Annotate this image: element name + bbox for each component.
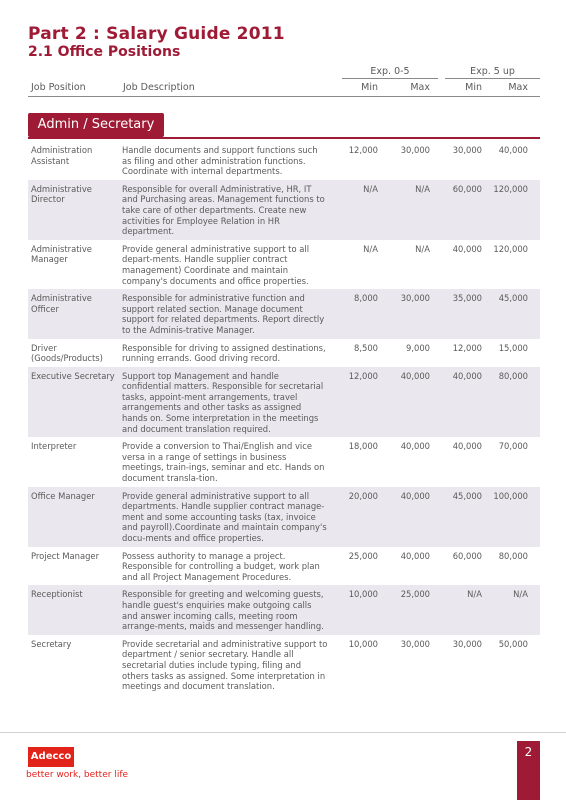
- job-description: Provide general administrative support to all depart-ments. Handle supplier contract management) Coordinate and maintain company's documents and office properties.: [122, 243, 310, 286]
- min-exp-5-up: 40,000: [452, 243, 482, 254]
- job-description: Responsible for greeting and welcoming guests, handle guest's enquiries make outgoing calls and answer incoming calls, meeting room arrange-ments, maids and messenger handling.: [122, 589, 324, 632]
- footer-tagline: better work, better life: [26, 770, 129, 780]
- min-exp-5-up: 30,000: [452, 638, 482, 649]
- min-exp-5-up: 45,000: [452, 490, 482, 501]
- exp-group-5-up: Exp. 5 up: [470, 66, 515, 77]
- min-exp-0-5: 25,000: [348, 550, 378, 561]
- min-exp-0-5: N/A: [363, 183, 378, 194]
- job-position: Secretary: [31, 638, 72, 649]
- salary-table: [28, 141, 540, 695]
- job-position: Driver (Goods/Products): [31, 342, 103, 364]
- job-position: Interpreter: [31, 441, 77, 452]
- min-exp-5-up: 35,000: [452, 293, 482, 304]
- table-row: [28, 367, 540, 438]
- job-description: Possess authority to manage a project. Responsible for controlling a budget, work plan and all Project Management Procedures.: [122, 550, 320, 582]
- job-position: Administration Assistant: [31, 145, 93, 166]
- header-job-description: Job Description: [123, 82, 195, 93]
- header-min-exp1: Min: [361, 82, 378, 93]
- min-exp-0-5: 12,000: [348, 370, 378, 381]
- max-exp-0-5: 30,000: [400, 145, 430, 155]
- min-exp-0-5: 8,500: [354, 342, 378, 353]
- max-exp-5-up: 15,000: [498, 342, 528, 353]
- section-title: 2.1 Office Positions: [28, 44, 181, 60]
- max-exp-0-5: 40,000: [400, 490, 430, 501]
- max-exp-5-up: N/A: [513, 589, 528, 600]
- max-exp-5-up: 120,000: [493, 183, 528, 194]
- max-exp-5-up: 120,000: [493, 243, 528, 254]
- table-row: [28, 289, 540, 338]
- table-row: [28, 437, 540, 486]
- adecco-logo: Adecco: [28, 747, 74, 767]
- min-exp-5-up: 40,000: [452, 370, 482, 381]
- header-job-position: Job Position: [31, 82, 86, 93]
- table-row: [28, 547, 540, 586]
- job-position: Administrative Director: [31, 183, 92, 205]
- job-description: Responsible for driving to assigned destinations, running errands. Good driving record.: [122, 342, 326, 364]
- page-number: 2: [524, 745, 533, 759]
- exp-group-0-5: Exp. 0-5: [370, 66, 410, 77]
- header-divider: [28, 96, 540, 97]
- table-row: [28, 487, 540, 547]
- exp-group-5-up-underline: [445, 78, 540, 79]
- header-max-exp2: Max: [508, 82, 528, 93]
- job-position: Administrative Manager: [31, 243, 92, 265]
- category-divider: [28, 137, 540, 139]
- exp-group-0-5-underline: [342, 78, 438, 79]
- category-label: Admin / Secretary: [28, 113, 164, 137]
- max-exp-0-5: 25,000: [400, 589, 430, 600]
- max-exp-0-5: 40,000: [400, 550, 430, 561]
- min-exp-0-5: 10,000: [348, 589, 378, 600]
- max-exp-5-up: 45,000: [498, 293, 528, 304]
- min-exp-5-up: 60,000: [452, 550, 482, 561]
- min-exp-0-5: N/A: [363, 243, 378, 254]
- min-exp-0-5: 12,000: [348, 145, 378, 155]
- job-position: Office Manager: [31, 490, 95, 501]
- max-exp-0-5: 40,000: [400, 370, 430, 381]
- max-exp-5-up: 50,000: [498, 638, 528, 649]
- min-exp-5-up: 12,000: [452, 342, 482, 353]
- min-exp-0-5: 10,000: [348, 638, 378, 649]
- max-exp-5-up: 100,000: [493, 490, 528, 501]
- min-exp-5-up: N/A: [467, 589, 482, 600]
- max-exp-5-up: 70,000: [498, 441, 528, 452]
- page-number-box: [517, 741, 540, 800]
- table-row: [28, 635, 540, 695]
- min-exp-5-up: 60,000: [452, 183, 482, 194]
- header-max-exp1: Max: [410, 82, 430, 93]
- footer-divider: [0, 732, 566, 733]
- table-row: [28, 585, 540, 634]
- max-exp-5-up: 80,000: [498, 370, 528, 381]
- max-exp-5-up: 80,000: [498, 550, 528, 561]
- max-exp-0-5: 30,000: [400, 638, 430, 649]
- max-exp-5-up: 40,000: [498, 145, 528, 155]
- max-exp-0-5: 9,000: [406, 342, 430, 353]
- job-position: Executive Secretary: [31, 370, 115, 381]
- page-title: Part 2 : Salary Guide 2011: [28, 24, 285, 44]
- job-description: Provide general administrative support to all departments. Handle supplier contract manage-ment and some accounting tasks (tax, invoice and payroll).Coordinate and maintain company's docu-ments and office properties.: [122, 490, 327, 543]
- min-exp-0-5: 20,000: [348, 490, 378, 501]
- table-row: [28, 339, 540, 367]
- min-exp-5-up: 40,000: [452, 441, 482, 452]
- job-position: Administrative Officer: [31, 293, 92, 314]
- header-min-exp2: Min: [465, 82, 482, 93]
- max-exp-0-5: N/A: [415, 183, 430, 194]
- min-exp-0-5: 18,000: [348, 441, 378, 452]
- job-description: Support top Management and handle confidential matters. Responsible for secretarial tasks, appoint-ment arrangements, travel arrangements and other tasks as assigned hands on. Some interpretation in the meetings and document translation required.: [122, 370, 324, 434]
- job-description: Responsible for administrative function and support related section. Manage document support for related departments. Report directly to the Adminis-trative Manager.: [122, 293, 325, 335]
- max-exp-0-5: 30,000: [400, 293, 430, 304]
- table-row: [28, 240, 540, 289]
- min-exp-5-up: 30,000: [452, 145, 482, 155]
- table-row: [28, 180, 540, 240]
- max-exp-0-5: 40,000: [400, 441, 430, 452]
- job-description: Provide a conversion to Thai/English and vice versa in a range of settings in business meetings, train-ings, seminar and etc. Hands on document transla-tion.: [122, 441, 325, 484]
- job-position: Project Manager: [31, 550, 100, 561]
- job-description: Handle documents and support functions such as filing and other administration functions. Coordinate with internal departments.: [122, 145, 318, 177]
- job-description: Responsible for overall Administrative, HR, IT and Purchasing areas. Management functions to take care of other departments. Create new activities for Employee Relation in HR department.: [122, 183, 325, 237]
- table-row: [28, 141, 540, 180]
- max-exp-0-5: N/A: [415, 243, 430, 254]
- job-description: Provide secretarial and administrative support to department / senior secretary. Handle all secretarial duties include typing, filing and others tasks as assigned. Some interpretation in meetings and document translation.: [122, 638, 328, 692]
- job-position: Receptionist: [31, 589, 83, 600]
- min-exp-0-5: 8,000: [354, 293, 378, 304]
